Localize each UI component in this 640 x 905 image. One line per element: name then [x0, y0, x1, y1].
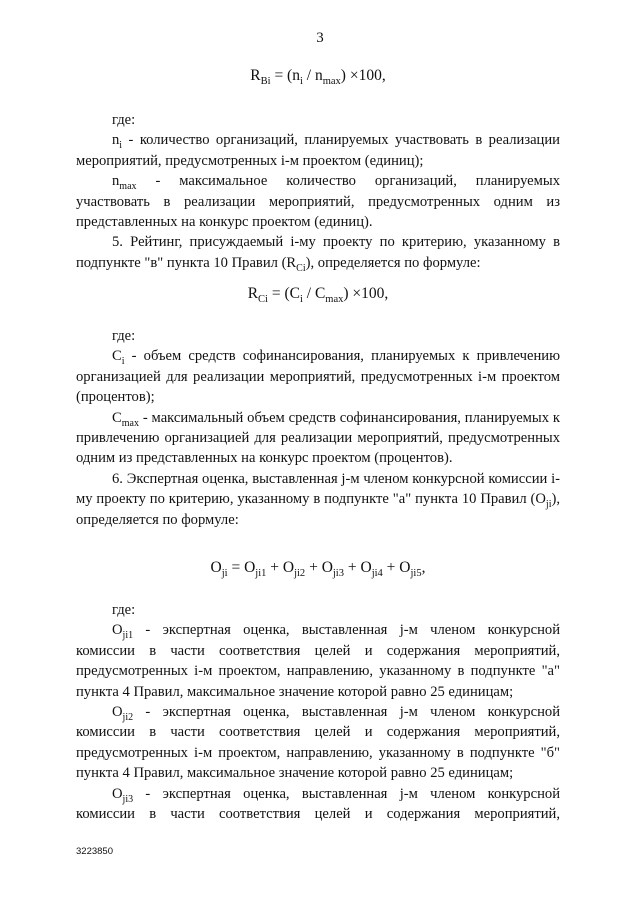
- formula-o-block: [76, 558, 560, 578]
- definition-oji1: $O_{ji1}$ - экспертная оценка, выставленная j-м членом конкурсной комиссии в части соответствия целей и содержания мероприятий, предусмотренных i-м проектом, направлению, указанному в подпункте "а" пункта 4 Правил, максимальное значение которой равно 25 единицам;: [76, 622, 560, 700]
- item-6: 6. Экспертная оценка, выставленная j-м членом конкурсной комиссии i-му проекту по критерию, указанному в подпункте "а" пункта 10 Правил $(O_{ji})$, определяется по формуле:: [76, 470, 560, 528]
- definition-ni: $n_i$ - количество организаций, планируемых участвовать в реализации мероприятий, предусмотренных i-м проектом (единиц);: [76, 132, 560, 169]
- section-ni: [76, 110, 560, 273]
- definition-cmax: $C_{max}$ - максимальный объем средств софинансирования, планируемых к привлечению организацией для реализации мероприятий, предусмотренных одним из представленных на конкурс проектом (процентов).: [76, 409, 560, 467]
- document-code: 3223850: [76, 846, 113, 857]
- definition-oji2: $O_{ji2}$ - экспертная оценка, выставленная j-м членом конкурсной комиссии в части соответствия целей и содержания мероприятий, предусмотренных i-м проектом, направлению, указанному в подпункте "б" пункта 4 Правил, максимальное значение которой равно 25 единицам;: [76, 704, 560, 782]
- formula-rc: $R_{Ci} = (C_i / C_{max}) \times 100$,: [247, 285, 389, 306]
- definition-nmax: $n_{max}$ - максимальное количество организаций, планируемых участвовать в реализации мероприятий, предусмотренных одним из представленных на конкурс проектом (единиц).: [76, 173, 560, 231]
- page-number: 3: [316, 30, 324, 46]
- definition-oji3: $O_{ji3}$ - экспертная оценка, выставленная j-м членом конкурсной комиссии в части соответствия целей и содержания мероприятий,: [76, 785, 560, 823]
- definition-ci: $C_i$ - объем средств софинансирования, планируемых к привлечению организацией для реализации мероприятий, предусмотренных i-м проектом (процентов);: [76, 348, 560, 406]
- where-label: где:: [112, 328, 136, 344]
- section-ci: [76, 326, 560, 530]
- formula-rb: $R_{Bi} = (n_i / n_{max}) \times 100$,: [250, 67, 386, 88]
- where-label: где:: [112, 602, 136, 618]
- item-5: 5. Рейтинг, присуждаемый i-му проекту по критерию, указанному в подпункте "в" пункта 10 Правил $(R_{Ci})$, определяется по формуле:: [76, 234, 560, 274]
- formula-o: $O_{ji} = O_{ji1} + O_{ji2} + O_{ji3} + O_{ji4} + O_{ji5}$,: [210, 559, 426, 580]
- formula-rb-block: [76, 66, 560, 86]
- section-oji: [76, 600, 560, 824]
- formula-rc-block: [76, 284, 560, 304]
- where-label: где:: [112, 112, 136, 128]
